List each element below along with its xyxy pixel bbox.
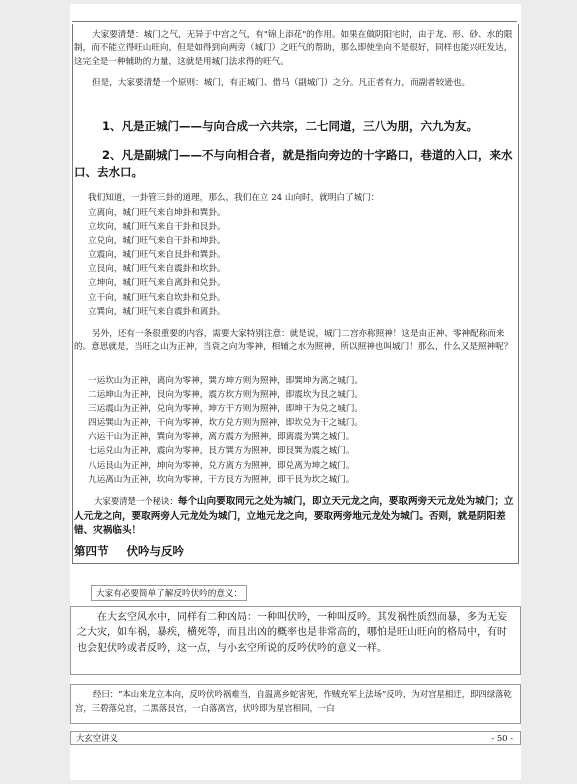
secret-paragraph (74, 494, 515, 539)
list-item: 立震向，城门旺气来自艮卦和巽卦。 (88, 250, 226, 261)
list-item: 立干向，城门旺气来自坎卦和兑卦。 (88, 292, 226, 303)
paragraph-24-directions: 我们知道，一卦管三卦的道理，那么，我们在立 24 山向时，就明白了城门： (88, 193, 380, 203)
page-footer (70, 731, 521, 745)
list-item: 立坤向，城门旺气来自离卦和兑卦。 (88, 278, 226, 289)
list-item: 八运艮山为正神，坤向为零神，兑方离方为照神，即兑离为坤之城门。 (88, 460, 355, 471)
paragraph-principle: 但是，大家要清楚一个原则：城门，有正城门、借马（副城门）之分。凡正者有力，而副者较逊也。 (92, 78, 471, 88)
list-item: 三运震山为正神，兑向为零神，坤方干方则为照神，即坤干为兑之城门。 (88, 404, 364, 415)
section-heading (74, 543, 184, 559)
list-item: 立兑向，城门旺气来自干卦和坤卦。 (88, 236, 226, 247)
footer-book-title: 大玄空讲义 (76, 733, 118, 743)
secret-body: 每个山向要取同元之处为城门，即立天元龙之向，要取两旁天元龙处为城门；立人元龙之向，要取两旁人元龙处为城门，立地元龙之向，要取两旁地元龙处为城门。否则，就是阴阳差错、灾祸临头！ (74, 496, 514, 537)
secret-lead: 大家要清楚一个秘诀： (94, 496, 178, 506)
list-item: 立离向，城门旺气来自坤卦和巽卦。 (88, 208, 226, 218)
rule-main-gate: 1、凡是正城门——与向合成一六共宗，二七同道，三八为朋，六九为友。 (102, 119, 478, 133)
list-item: 六运干山为正神，巽向为零神，离方震方为照神，即离震为巽之城门。 (88, 432, 355, 443)
rule-secondary-gate: 2、凡是副城门——不与向相合者，就是指向旁边的十字路口，巷道的入口，来水口、去水口。 (74, 148, 513, 179)
list-item: 七运兑山为正神，震向为零神，艮方巽方为照神，即艮巽为震之城门。 (88, 446, 355, 457)
section-title: 伏吟与反吟 (126, 544, 184, 558)
list-item: 立艮向，城门旺气来自震卦和坎卦。 (88, 264, 226, 275)
list-item: 九运离山为正神，坎向为零神，干方艮方为照神，即干艮为坎之城门。 (88, 474, 355, 485)
header-rule (72, 21, 517, 22)
list-item: 立巽向，城门旺气来自震卦和离卦。 (88, 306, 226, 317)
paragraph-city-gate-qi: 大家要清楚：城门之气，无异于中宫之气，有"锦上添花"的作用。如果在做阴阳宅时，由于龙、形、砂、水的限制，而不能立得旺山旺向，但是如得到向两旁（城门）之旺气的帮助，那么即使坐向不是很好，同样也能兴旺发达，这完全是一种辅助的力量，这就是用城门法求得的旺气。 (74, 30, 513, 67)
list-item: 四运巽山为正神，干向为零神，坎方兑方则为照神，即坎兑为干之城门。 (88, 418, 364, 429)
list-item: 一运坎山为正神，离向为零神，巽方坤方则为照神，即巽坤为离之城门。 (88, 376, 364, 386)
paragraph-zhao-shen: 另外，还有一条很重要的内容，需要大家特别注意：就是说，城门二宫亦称照神！这是由正神、零神配称而来的。意思就是，当旺之山为正神，当衰之向为零神，相辅之水为照神，所以照神也叫城门！那么，什么又是照神呢？ (74, 329, 513, 353)
list-item: 立坎向，城门旺气来自干卦和艮卦。 (88, 222, 226, 233)
note-box: 大家有必要简单了解反吟伏吟的意义： (91, 585, 247, 601)
period-list (88, 374, 363, 487)
intro-box: 在大玄空风水中，同样有二种凶局：一种叫伏吟，一种叫反吟。其发祸性质烈而暴，多为无妄之大灾，如车祸，暴疾，横死等，而且出凶的概率也是非常高的，哪怕是旺山旺向的格局中，有时也会犯伏吟或者反吟，这一点，与小玄空所说的反吟伏吟的意义一样。 (70, 606, 521, 675)
page-number: - 50 - (491, 733, 513, 743)
list-item: 二运坤山为正神，艮向为零神，震方坎方则为照神，即震坎为艮之城门。 (88, 390, 364, 401)
gate-list (88, 206, 226, 319)
section-number: 第四节 (74, 544, 109, 558)
classic-quote-box: 经曰：“本山来龙立本向，反吟伏吟祸难当，自温离乡蛇害死，作贼充军上法场”反吟，为对宫星相迁，即四绿落乾宫，三碧落兑宫，二黑落艮宫，一白落离宫，伏吟即为星宫相同，一白 (70, 684, 521, 724)
